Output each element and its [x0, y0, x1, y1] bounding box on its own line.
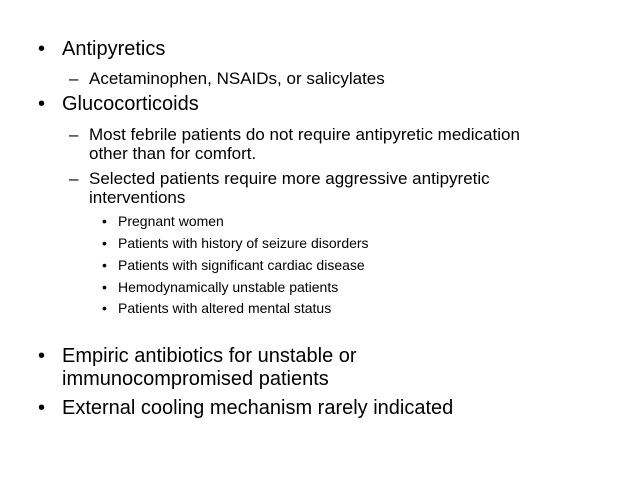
bullet-level1: • — [38, 93, 46, 115]
bullet-level1: • — [38, 397, 46, 419]
sub-sub-item-cardiac: Patients with significant cardiac disease — [118, 257, 365, 273]
bullet-level3: • — [102, 279, 107, 295]
dash-bullet: – — [69, 169, 79, 188]
dash-bullet: – — [69, 125, 79, 144]
sub-sub-item-mental-status: Patients with altered mental status — [118, 300, 332, 316]
bullet-level3: • — [102, 257, 107, 273]
bullet-level3: • — [102, 235, 107, 251]
sub-sub-item-seizure: Patients with history of seizure disorders — [118, 235, 369, 251]
bullet-empiric-line1: Empiric antibiotics for unstable or — [62, 345, 357, 367]
sub-sub-item-hemodynamic: Hemodynamically unstable patients — [118, 279, 339, 295]
sub-sub-item-pregnant: Pregnant women — [118, 213, 224, 229]
sub-item-acetaminophen: Acetaminophen, NSAIDs, or salicylates — [89, 69, 385, 88]
sub-item-febrile-line2: other than for comfort. — [89, 144, 257, 163]
bullet-level3: • — [102, 213, 107, 229]
bullet-level3: • — [102, 300, 107, 316]
bullet-level1: • — [38, 345, 46, 367]
bullet-external-cooling: External cooling mechanism rarely indicated — [62, 397, 454, 419]
bullet-level1: • — [38, 38, 46, 60]
bullet-empiric-line2: immunocompromised patients — [62, 368, 329, 390]
bullet-antipyretics: Antipyretics — [62, 38, 166, 60]
bullet-glucocorticoids: Glucocorticoids — [62, 93, 199, 115]
dash-bullet: – — [69, 69, 79, 88]
sub-item-febrile-line1: Most febrile patients do not require antipyretic medication — [89, 125, 520, 144]
sub-item-selected-line2: interventions — [89, 188, 186, 207]
sub-item-selected-line1: Selected patients require more aggressive antipyretic — [89, 169, 490, 188]
